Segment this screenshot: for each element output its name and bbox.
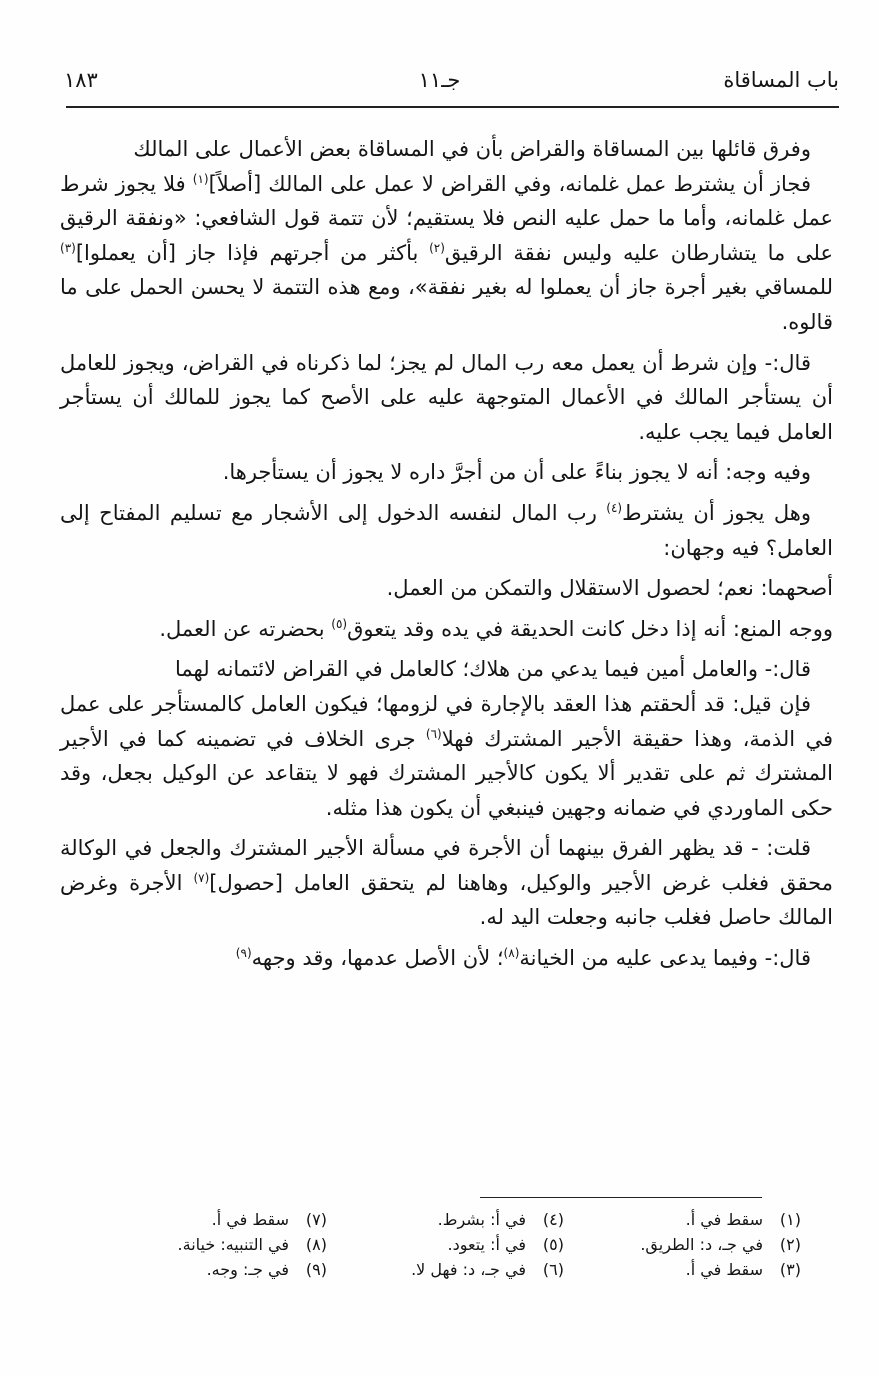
- footnote-ref[interactable]: (١): [192, 171, 209, 186]
- footnote-text: في جـ، د: الطريق.: [640, 1235, 763, 1254]
- paragraph-text: فجاز أن يشترط عمل غلمانه، وفي القراض لا عمل على المالك [أصلاً]: [208, 171, 811, 196]
- paragraph: [60, 132, 833, 167]
- footnote-item: [357, 1210, 564, 1229]
- paragraph: [60, 612, 833, 647]
- footnote-number: (٨): [305, 1235, 327, 1254]
- footnote-ref[interactable]: (٣): [60, 240, 76, 255]
- footnote-item: [120, 1210, 327, 1229]
- paragraph: [60, 455, 833, 490]
- paragraph-text: قال:- والعامل أمين فيما يدعي من هلاك؛ كالعامل في القراض لائتمانه لهما: [175, 657, 811, 682]
- paragraph-text: ووجه المنع: أنه إذا دخل كانت الحديقة في يده وقد يتعوق: [347, 616, 833, 641]
- footnote-number: (٤): [542, 1210, 564, 1229]
- footnote-number: (٥): [542, 1235, 564, 1254]
- paragraph: [60, 571, 833, 606]
- footnote-item: [120, 1260, 327, 1279]
- footnote-number: (٢): [779, 1235, 801, 1254]
- paragraph: [60, 941, 833, 976]
- page-number: ١٨٣: [64, 68, 98, 92]
- paragraph-text: فإن قيل: قد ألحقتم هذا العقد بالإجارة في لزومها؛ فيكون العامل كالمستأجر على عمل في الذمة، وهذا حقيقة الأجير المشترك فهلا: [60, 691, 833, 751]
- paragraph-text: وهل يجوز أن يشترط: [622, 500, 812, 525]
- footnote-number: (٣): [779, 1260, 801, 1279]
- paragraph-text: للمساقي بغير أجرة جاز أن يعملوا له بغير نفقة»، ومع هذه التتمة لا يحسن الحمل على ما قالوه.: [60, 275, 833, 334]
- paragraph-text: رب المال لنفسه الدخول إلى الأشجار مع تسليم المفتاح إلى العامل؟ فيه وجهان:: [60, 500, 833, 560]
- footnote-number: (٧): [305, 1210, 327, 1229]
- header-divider: [66, 106, 839, 108]
- paragraph-text: قال:- وإن شرط أن يعمل معه رب المال لم يجز؛ لما ذكرناه في القراض، ويجوز للعامل أن يستأجر المالك في الأعمال المتوجهة عليه على الأصح كما يجوز للمالك أن يستأجر العامل فيما يجب عليه.: [60, 350, 833, 444]
- page-header: [40, 62, 839, 102]
- footnote-text: في أ: يتعود.: [447, 1235, 526, 1254]
- footnote-item: [594, 1260, 801, 1279]
- paragraph: [60, 346, 833, 450]
- paragraph: [60, 652, 833, 687]
- footnote-divider: [480, 1197, 762, 1198]
- paragraph-text: الأجرة وغرض المالك حاصل فغلب جانبه وجعلت اليد له.: [60, 870, 833, 930]
- paragraph: [60, 687, 833, 825]
- paragraph-text: وفيه وجه: أنه لا يجوز بناءً على أن من أجرَّ داره لا يجوز أن يستأجرها.: [222, 460, 811, 485]
- paragraph-text: وفرق قائلها بين المساقاة والقراض بأن في المساقاة بعض الأعمال على المالك: [133, 137, 811, 161]
- paragraph-text: قال:- وفيما يدعى عليه من الخيانة: [519, 946, 811, 971]
- paragraph-text: قلت: - قد يظهر الفرق بينهما أن الأجرة في مسألة الأجير المشترك والجعل في الوكالة محقق فغلب غرض الأجير والوكيل، وهاهنا لم يتحقق العامل [حصول]: [60, 836, 833, 895]
- footnote-item: [357, 1235, 564, 1254]
- footnote-text: سقط في أ.: [685, 1210, 763, 1229]
- volume-label: جـ١١: [418, 68, 461, 92]
- footnote-ref[interactable]: (٨): [503, 946, 520, 961]
- main-text: [60, 132, 833, 976]
- footnote-ref[interactable]: (٥): [331, 616, 348, 631]
- paragraph: [60, 167, 833, 340]
- chapter-title: باب المساقاة: [723, 68, 839, 92]
- footnote-number: (١): [779, 1210, 801, 1229]
- footnote-ref[interactable]: (٩): [235, 946, 252, 961]
- footnotes: [120, 1210, 801, 1279]
- footnote-text: في التنبيه: خيانة.: [177, 1235, 289, 1254]
- paragraph-text: أصحهما: نعم؛ لحصول الاستقلال والتمكن من العمل.: [386, 576, 833, 601]
- footnote-ref[interactable]: (٤): [606, 500, 623, 515]
- paragraph: [60, 831, 833, 935]
- paragraph-text: جرى الخلاف في تضمينه كما في الأجير المشترك ثم على تقدير ألا يكون كالأجير المشترك فهو لا يتقاعد عن الوكيل بجعل، وقد حكى الماوردي في ضمانه وجهين فينبغي أن يكون هذا مثله.: [60, 726, 833, 820]
- footnote-text: في أ: بشرط.: [437, 1210, 526, 1229]
- footnote-ref[interactable]: (٧): [193, 870, 210, 885]
- footnote-text: سقط في أ.: [211, 1210, 289, 1229]
- footnote-ref[interactable]: (٦): [425, 726, 442, 741]
- paragraph-text: ؛ لأن الأصل عدمها، وقد وجهه: [251, 946, 504, 971]
- paragraph-text: فلا يجوز شرط عمل غلمانه، وأما ما حمل عليه النص فلا يستقيم؛ لأن تتمة قول الشافعي: «ونفقة الرقيق على ما يتشارطان عليه وليس نفقة الرقيق: [60, 171, 833, 265]
- footnote-item: [594, 1235, 801, 1254]
- footnote-text: في جـ: وجه.: [206, 1260, 289, 1279]
- footnote-item: [594, 1210, 801, 1229]
- footnote-text: في جـ، د: فهل لا.: [411, 1260, 526, 1279]
- footnote-item: [357, 1260, 564, 1279]
- footnote-number: (٦): [542, 1260, 564, 1279]
- paragraph-text: بحضرته عن العمل.: [159, 616, 332, 641]
- footnote-item: [120, 1235, 327, 1254]
- footnote-number: (٩): [305, 1260, 327, 1279]
- paragraph-text: بأكثر من أجرتهم فإذا جاز [أن يعملوا]: [75, 240, 430, 265]
- footnote-ref[interactable]: (٢): [429, 240, 445, 255]
- paragraph: [60, 496, 833, 565]
- footnote-text: سقط في أ.: [685, 1260, 763, 1279]
